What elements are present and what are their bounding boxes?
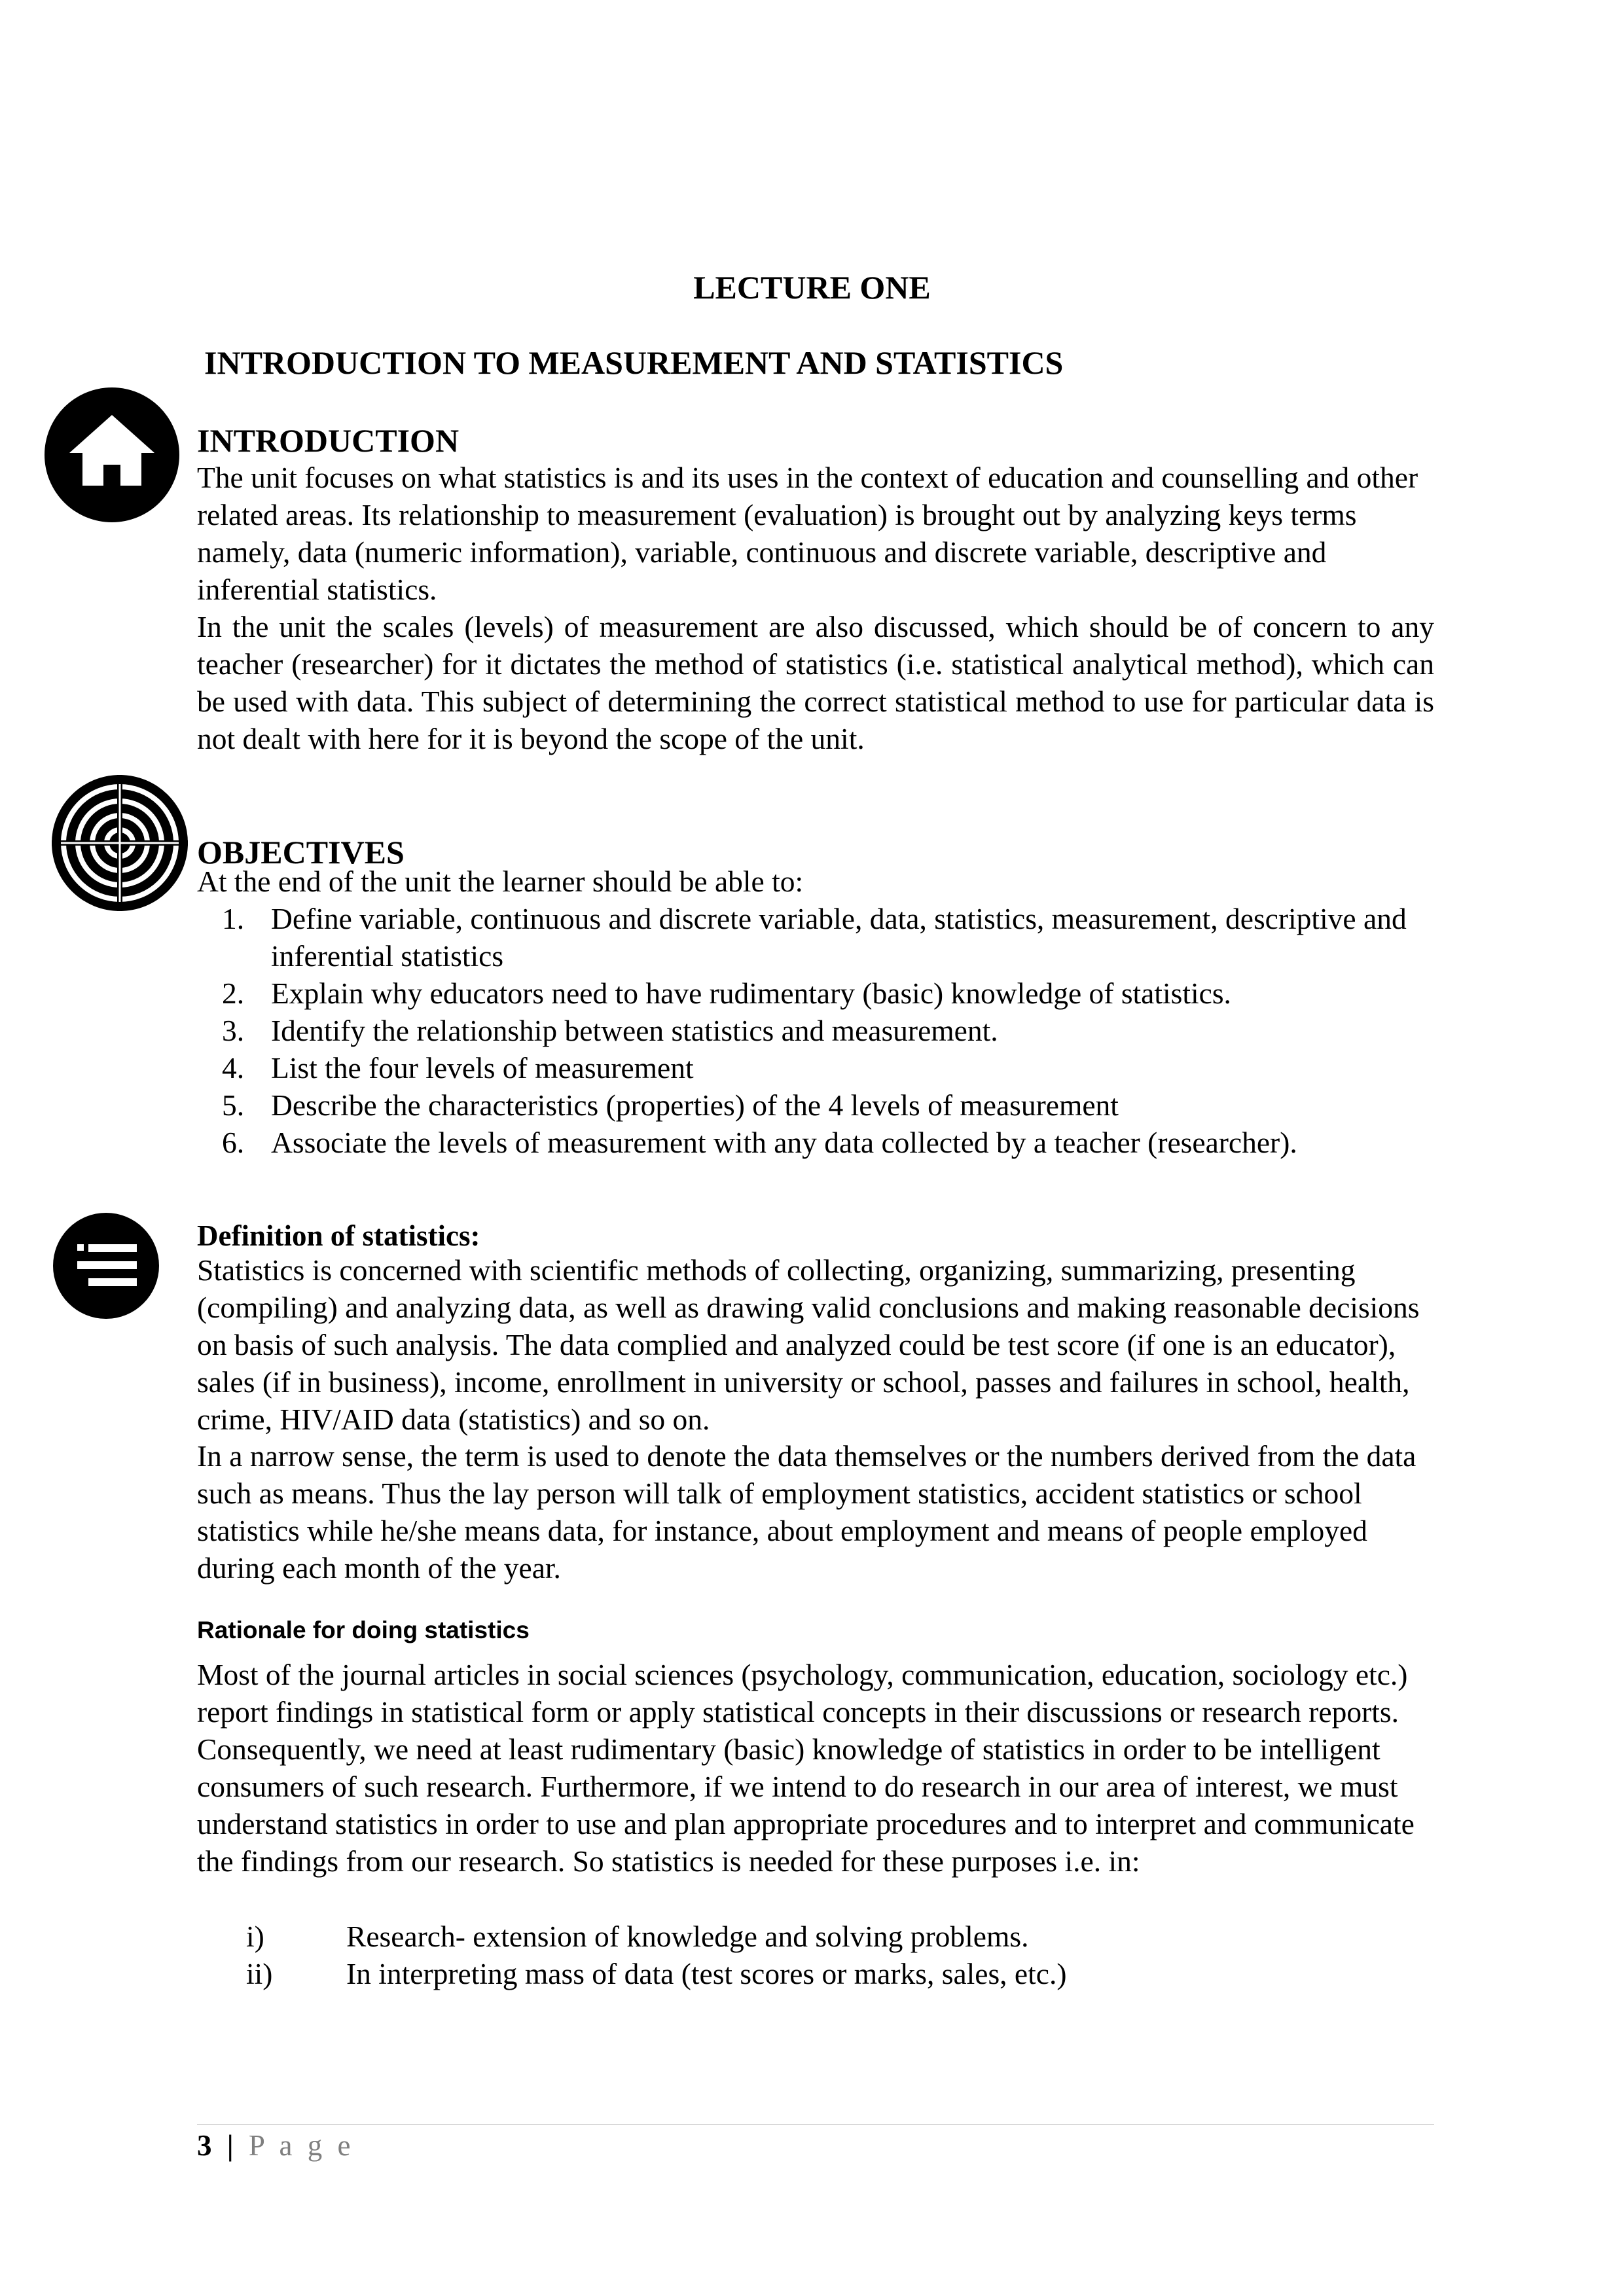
introduction-paragraph-2: In the unit the scales (levels) of measurement are also discussed, which should be of concern to any teacher (researcher) for it dictates the method of statistics (i.e. statistical analytical method), which can be used with data. This subject of determining the correct statistical method to use for particular data is not dealt with here for it is beyond the scope of the unit. [197,610,1434,755]
list-item: ii) In interpreting mass of data (test scores or marks, sales, etc.) [246,1957,1067,1990]
list-item: 3. Identify the relationship between statistics and measurement. [222,1014,998,1047]
lecture-title: LECTURE ONE [693,269,931,306]
list-item: i) Research- extension of knowledge and solving problems. [246,1920,1029,1953]
list-item: 5. Describe the characteristics (properties) of the 4 levels of measurement [222,1088,1119,1122]
rationale-list [197,1918,1434,1992]
target-icon [52,775,188,911]
rationale-heading: Rationale for doing statistics [197,1617,530,1643]
main-title: INTRODUCTION TO MEASUREMENT AND STATISTICS [204,344,1064,381]
footer-divider [197,2124,1434,2125]
definition-paragraph-2: In a narrow sense, the term is used to denote the data themselves or the numbers derived from the data such as means. Thus the lay person will talk of employment statistics, accident statistics or school statistics while he/she means data, for instance, about employment and means of people employed during each month of the year. [197,1439,1416,1585]
home-icon [45,387,179,522]
objectives-list [197,900,1434,1161]
page-separator: | [226,2129,238,2162]
list-item: 6. Associate the levels of measurement with any data collected by a teacher (researcher). [222,1126,1297,1159]
objectives-heading: OBJECTIVES [197,834,405,870]
rationale-paragraph: Most of the journal articles in social sciences (psychology, communication, education, sociology etc.) report findings in statistical form or apply statistical concepts in their discussions or research reports. Consequently, we need at least rudimentary (basic) knowledge of statistics in order to be intelligent consumers of such research. Furthermore, if we intend to do research in our area of interest, we must understand statistics in order to use and plan appropriate procedures and to interpret and communicate the findings from our research. So statistics is needed for these purposes i.e. in: [197,1658,1415,1878]
list-item: 4. List the four levels of measurement [222,1051,694,1085]
list-item: 1. Define variable, continuous and discrete variable, data, statistics, measurement, descriptive and inferential statistics [222,902,1407,973]
definition-paragraph-1: Statistics is concerned with scientific methods of collecting, organizing, summarizing, presenting (compiling) and analyzing data, as well as drawing valid conclusions and making reasonable decisions on basis of such analysis. The data complied and analyzed could be test score (if one is an educator), sales (if in business), income, enrollment in university or school, passes and failures in school, health, crime, HIV/AID data (statistics) and so on. [197,1253,1420,1436]
objectives-lead: At the end of the unit the learner should be able to: [197,865,804,898]
list-item: 2. Explain why educators need to have rudimentary (basic) knowledge of statistics. [222,977,1231,1010]
list-icon [53,1213,159,1319]
definition-heading: Definition of statistics: [197,1219,480,1252]
introduction-paragraph-1: The unit focuses on what statistics is and its uses in the context of education and counselling and other related areas. Its relationship to measurement (evaluation) is brought out by analyzing keys terms namely, data (numeric information), variable, continuous and discrete variable, descriptive and inferential statistics. [197,461,1418,606]
page-footer [197,2128,354,2162]
page-number: 3 [197,2129,216,2162]
page-label: P a g e [248,2129,355,2162]
introduction-heading: INTRODUCTION [197,422,460,459]
